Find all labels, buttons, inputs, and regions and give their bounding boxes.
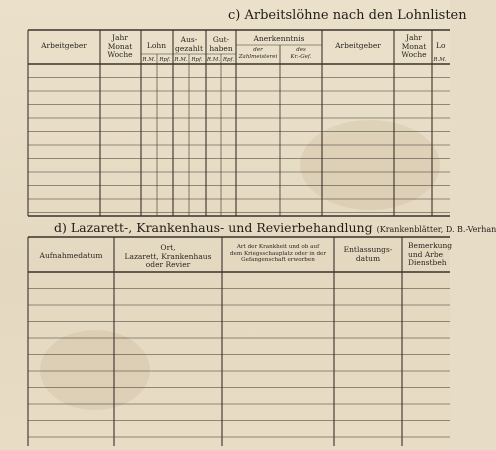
section-c-title: c) Arbeitslöhne nach den Lohnlisten <box>228 8 467 23</box>
section-d-title-note: (Krankenblätter, D. B.-Verhan <box>376 225 496 234</box>
col-lohn-2: Lo <box>436 41 446 50</box>
col-des-kr-gef: des Kr.-Gef. <box>290 47 312 60</box>
col-arbeitgeber-2: Arbeitgeber <box>335 41 381 50</box>
lohn-rpf: Rpf. <box>159 57 171 63</box>
lohn2-rm: R.M. <box>433 57 447 63</box>
col-jahr-monat-woche: Jahr Monat Woche <box>107 33 133 59</box>
col-der-zahlmeisterei: der Zahlmeisterei <box>238 47 278 60</box>
col-art-der-krankheit: Art der Krankheit und ob auf dem Kriegsschauplatz oder in der Gefangenschaft erworben <box>229 244 327 263</box>
col-entlassungsdatum: Entlassungs- datum <box>343 245 393 263</box>
col-lohn: Lohn <box>146 41 167 50</box>
col-guthaben: Gut- haben <box>209 35 233 53</box>
col-ausgezahlt: Aus- gezahlt <box>175 35 203 53</box>
col-ort: Ort, Lazarett, Krankenhaus oder Revier <box>124 243 212 269</box>
section-d-title-text: d) Lazarett-, Krankenhaus- und Revierbehandlung <box>54 220 373 235</box>
col-aufnahmedatum: Aufnahmedatum <box>39 251 103 260</box>
ausgezahlt-rm: R.M. <box>174 57 188 63</box>
col-anerkenntnis: Anerkenntnis <box>253 34 305 43</box>
guthaben-rm: R.M. <box>206 57 221 63</box>
ausgezahlt-rpf: Rpf. <box>191 57 203 63</box>
section-d-title <box>54 220 496 235</box>
col-bemerkung: Bemerkung und Arbe Dienstbeh <box>408 241 453 267</box>
col-arbeitgeber: Arbeitgeber <box>41 41 87 50</box>
col-jahr-monat-woche-2: Jahr Monat Woche <box>401 33 427 59</box>
guthaben-rpf: Rpf. <box>222 57 235 63</box>
lohn-rm: R.M. <box>142 57 156 63</box>
